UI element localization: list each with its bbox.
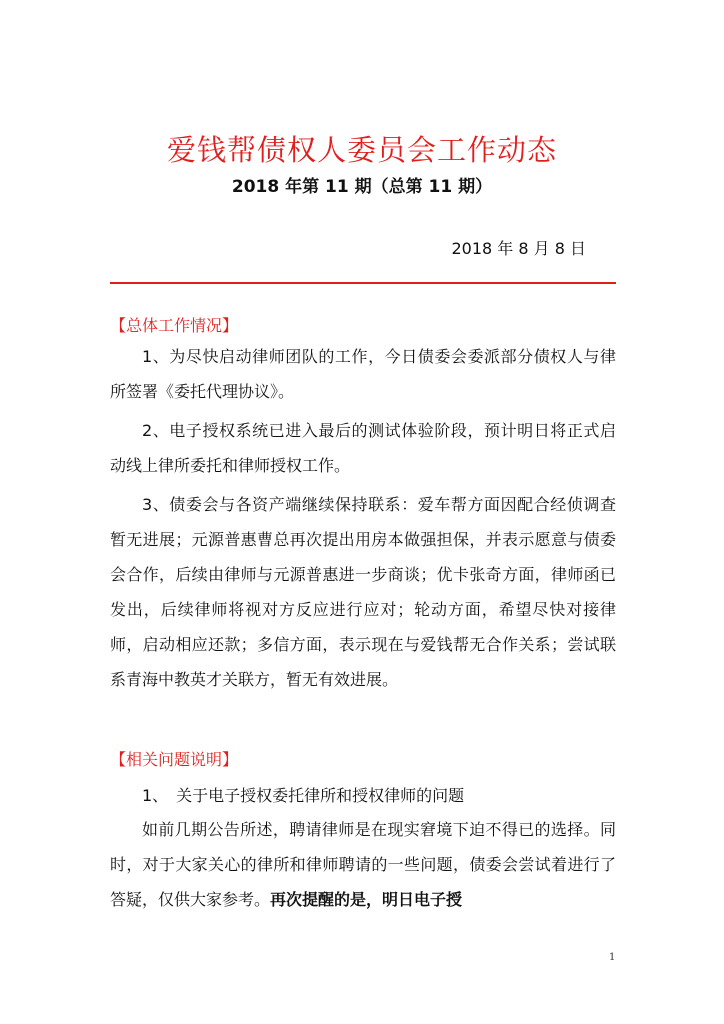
publish-date: 2018 年 8 月 8 日 [451,239,586,258]
section-heading-overall-work: 【总体工作情况】 [110,316,239,335]
paragraph-item-3: 3、债委会与各资产端继续保持联系：爱车帮方面因配合经侦调查暂无进展；元源普惠曹总再次提出用房本做强担保，并表示愿意与债委会合作，后续由律师与元源普惠进一步商谈；优卡张奇方面，律师函已发出，后续律师将视对方反应进行应对；轮动方面，希望尽快对接律师，启动相应还款；多信方面，表示现在与爱钱帮无合作关系；尝试联系青海中教英才关联方，暂无有效进展。 [110,495,616,689]
paragraph-item-1: 1、为尽快启动律师团队的工作，今日债委会委派部分债权人与律所签署《委托代理协议》。 [110,347,616,401]
paragraph-item-2: 2、电子授权系统已进入最后的测试体验阶段，预计明日将正式启动线上律所委托和律师授权工作。 [110,421,616,475]
subsection-heading-electronic-authorization: 1、 关于电子授权委托律所和授权律师的问题 [142,786,465,805]
paragraph-explanation-text: 如前几期公告所述，聘请律师是在现实窘境下迫不得已的选择。同时，对于大家关心的律所和律师聘请的一些问题，债委会尝试着进行了答疑，仅供大家参考。 [110,820,616,909]
issue-number: 2018 年第 11 期（总第 11 期） [231,177,493,197]
page-number: 1 [609,952,616,963]
red-divider [110,282,616,284]
document-title: 爱钱帮债权人委员会工作动态 [166,133,557,167]
paragraph-emphasis: 再次提醒的是，明日电子授 [270,890,463,909]
paragraph-explanation [110,812,616,917]
section-heading-related-issues: 【相关问题说明】 [110,750,239,769]
